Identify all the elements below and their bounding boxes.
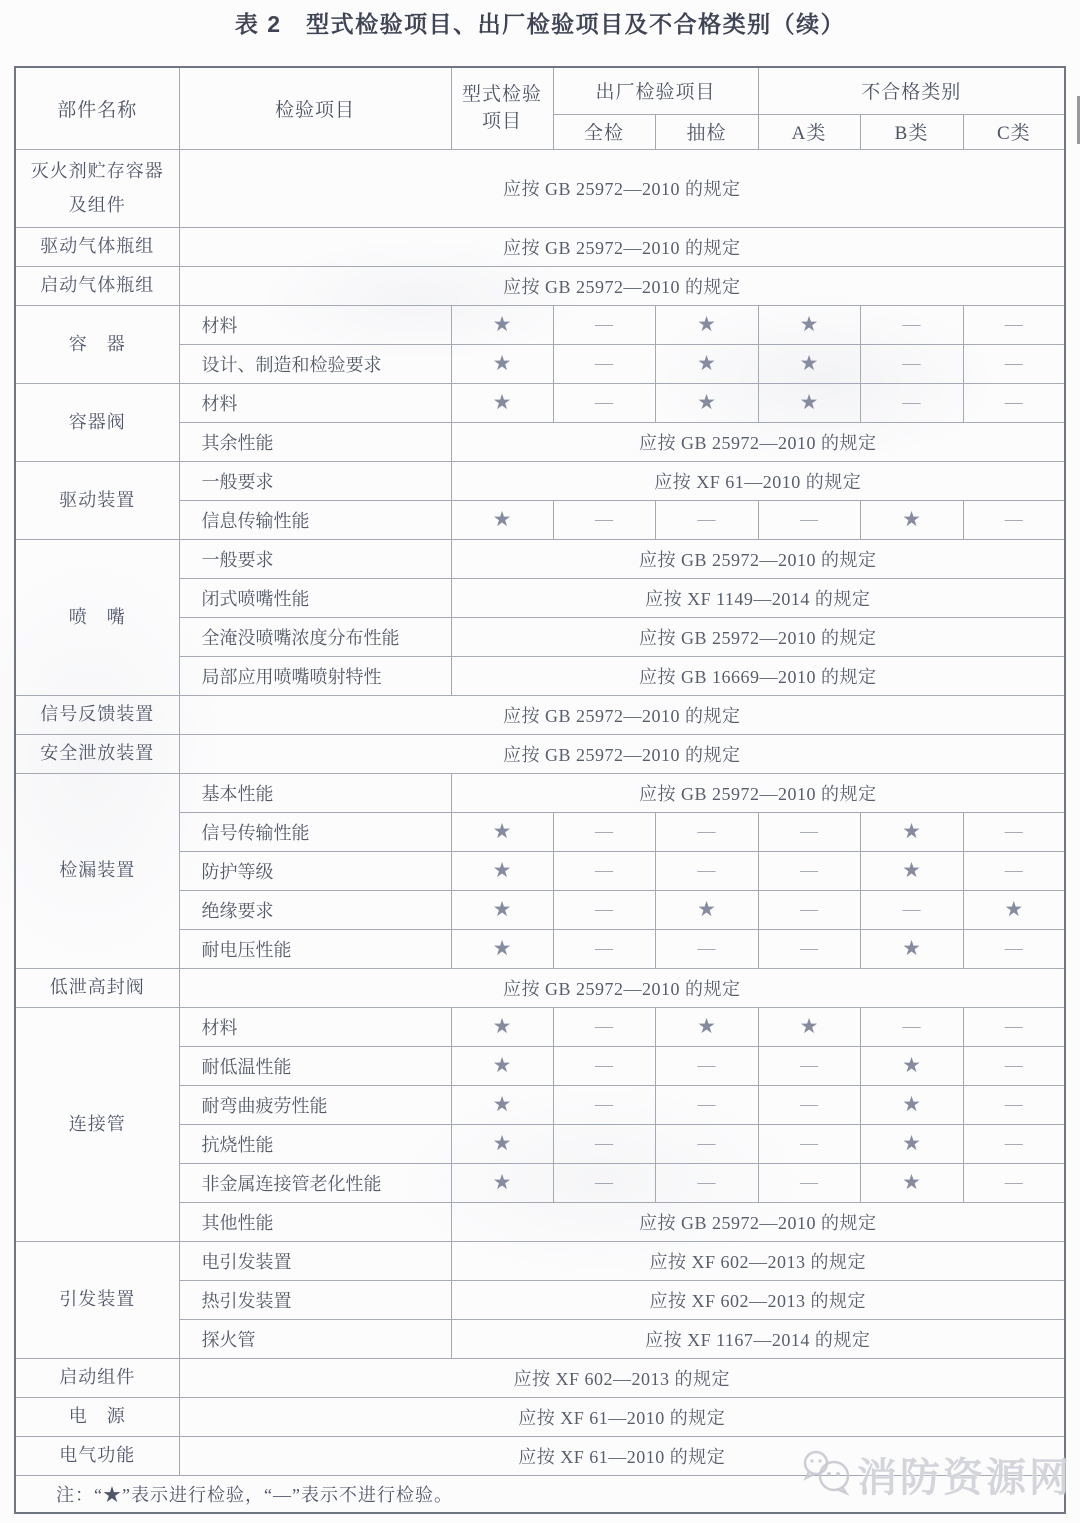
table-row	[15, 539, 1065, 578]
star-mark-cell: ★	[860, 1124, 963, 1163]
star-mark-cell: ★	[451, 1007, 553, 1046]
dash-mark-cell: —	[963, 344, 1065, 383]
dash-mark-cell: —	[553, 890, 655, 929]
star-mark-cell: ★	[451, 929, 553, 968]
dash-mark-cell: —	[655, 929, 758, 968]
inspection-item-cell: 全淹没喷嘴浓度分布性能	[179, 617, 451, 656]
dash-mark-cell: —	[553, 812, 655, 851]
star-mark-cell: ★	[451, 1046, 553, 1085]
component-name-cell: 驱动装置	[15, 461, 179, 539]
table-row	[15, 1007, 1065, 1046]
component-name-cell: 喷 嘴	[15, 539, 179, 695]
star-mark-cell: ★	[451, 890, 553, 929]
dash-mark-cell: —	[963, 1124, 1065, 1163]
spec-reference-cell: 应按 XF 602—2013 的规定	[451, 1280, 1065, 1319]
spec-reference-cell: 应按 XF 1149—2014 的规定	[451, 578, 1065, 617]
component-name-cell: 电 源	[15, 1397, 179, 1436]
inspection-item-cell: 探火管	[179, 1319, 451, 1358]
inspection-item-cell: 耐电压性能	[179, 929, 451, 968]
component-name-cell: 低泄高封阀	[15, 968, 179, 1007]
page-title: 表 2 型式检验项目、出厂检验项目及不合格类别（续）	[234, 11, 846, 37]
table-row	[15, 227, 1065, 266]
star-mark-cell: ★	[963, 890, 1065, 929]
dash-mark-cell: —	[553, 1124, 655, 1163]
inspection-item-cell: 闭式喷嘴性能	[179, 578, 451, 617]
dash-mark-cell: —	[655, 1085, 758, 1124]
dash-mark-cell: —	[963, 383, 1065, 422]
star-mark-cell: ★	[860, 500, 963, 539]
table-row	[15, 383, 1065, 422]
star-mark-cell: ★	[758, 383, 860, 422]
dash-mark-cell: —	[758, 851, 860, 890]
dash-mark-cell: —	[553, 1163, 655, 1202]
dash-mark-cell: —	[963, 305, 1065, 344]
dash-mark-cell: —	[758, 1085, 860, 1124]
header-type-inspection-line2: 项目	[481, 111, 522, 133]
spec-reference-cell: 应按 GB 25972—2010 的规定	[179, 968, 1065, 1007]
component-name-cell: 灭火剂贮存容器 及组件	[15, 149, 179, 227]
dash-mark-cell: —	[860, 344, 963, 383]
header-class-a: A类	[758, 114, 860, 149]
spec-reference-cell: 应按 GB 25972—2010 的规定	[451, 422, 1065, 461]
dash-mark-cell: —	[655, 500, 758, 539]
component-name-cell: 启动组件	[15, 1358, 179, 1397]
inspection-item-cell: 材料	[179, 383, 451, 422]
dash-mark-cell: —	[655, 1124, 758, 1163]
dash-mark-cell: —	[860, 305, 963, 344]
inspection-item-cell: 其余性能	[179, 422, 451, 461]
spec-reference-cell: 应按 GB 25972—2010 的规定	[179, 149, 1065, 227]
star-mark-cell: ★	[655, 890, 758, 929]
table-row	[15, 461, 1065, 500]
star-mark-cell: ★	[451, 1163, 553, 1202]
inspection-item-cell: 其他性能	[179, 1202, 451, 1241]
spec-reference-cell: 应按 XF 1167—2014 的规定	[451, 1319, 1065, 1358]
header-inspection-item: 检验项目	[179, 67, 451, 149]
table-row	[15, 149, 1065, 227]
inspection-item-cell: 抗烧性能	[179, 1124, 451, 1163]
spec-reference-cell: 应按 XF 61—2010 的规定	[451, 461, 1065, 500]
header-factory-inspection: 出厂检验项目	[553, 67, 758, 114]
star-mark-cell: ★	[860, 1085, 963, 1124]
spec-reference-cell: 应按 GB 25972—2010 的规定	[179, 227, 1065, 266]
spec-reference-cell: 应按 GB 25972—2010 的规定	[451, 617, 1065, 656]
star-mark-cell: ★	[758, 305, 860, 344]
component-name-cell: 信号反馈装置	[15, 695, 179, 734]
star-mark-cell: ★	[451, 500, 553, 539]
star-mark-cell: ★	[860, 812, 963, 851]
star-mark-cell: ★	[860, 929, 963, 968]
table-row	[15, 734, 1065, 773]
component-name-cell: 容 器	[15, 305, 179, 383]
table-note: 注：“★”表示进行检验，“—”表示不进行检验。	[15, 1475, 1065, 1513]
dash-mark-cell: —	[963, 1163, 1065, 1202]
dash-mark-cell: —	[758, 500, 860, 539]
star-mark-cell: ★	[655, 1007, 758, 1046]
header-type-inspection-line1: 型式检验	[461, 83, 542, 105]
dash-mark-cell: —	[655, 851, 758, 890]
dash-mark-cell: —	[553, 500, 655, 539]
inspection-item-cell: 信号传输性能	[179, 812, 451, 851]
component-name-cell: 电气功能	[15, 1436, 179, 1475]
dash-mark-cell: —	[758, 890, 860, 929]
star-mark-cell: ★	[451, 851, 553, 890]
spec-reference-cell: 应按 GB 25972—2010 的规定	[179, 695, 1065, 734]
star-mark-cell: ★	[451, 1124, 553, 1163]
watermark-text: 消防资源网	[857, 1456, 1072, 1500]
inspection-items-table	[14, 66, 1066, 1514]
inspection-item-cell: 电引发装置	[179, 1241, 451, 1280]
dash-mark-cell: —	[655, 812, 758, 851]
dash-mark-cell: —	[553, 851, 655, 890]
header-class-b: B类	[860, 114, 963, 149]
header-full-inspection: 全检	[553, 114, 655, 149]
dash-mark-cell: —	[553, 1007, 655, 1046]
header-nonconformity-category: 不合格类别	[758, 67, 1065, 114]
dash-mark-cell: —	[553, 383, 655, 422]
spec-reference-cell: 应按 GB 25972—2010 的规定	[451, 773, 1065, 812]
component-name-cell: 引发装置	[15, 1241, 179, 1358]
dash-mark-cell: —	[758, 1124, 860, 1163]
dash-mark-cell: —	[553, 1046, 655, 1085]
star-mark-cell: ★	[758, 1007, 860, 1046]
table-row	[15, 1241, 1065, 1280]
table-footer	[15, 1475, 1065, 1513]
star-mark-cell: ★	[451, 305, 553, 344]
table-row	[15, 1397, 1065, 1436]
star-mark-cell: ★	[451, 344, 553, 383]
dash-mark-cell: —	[860, 383, 963, 422]
dash-mark-cell: —	[655, 1046, 758, 1085]
inspection-item-cell: 材料	[179, 305, 451, 344]
dash-mark-cell: —	[553, 929, 655, 968]
table-row	[15, 968, 1065, 1007]
dash-mark-cell: —	[655, 1163, 758, 1202]
star-mark-cell: ★	[655, 344, 758, 383]
table-row	[15, 1358, 1065, 1397]
dash-mark-cell: —	[963, 812, 1065, 851]
table-body	[15, 149, 1065, 1475]
dash-mark-cell: —	[758, 929, 860, 968]
spec-reference-cell: 应按 XF 61—2010 的规定	[179, 1397, 1065, 1436]
table-row	[15, 773, 1065, 812]
inspection-item-cell: 基本性能	[179, 773, 451, 812]
dash-mark-cell: —	[963, 851, 1065, 890]
spec-reference-cell: 应按 GB 25972—2010 的规定	[451, 539, 1065, 578]
component-name-cell: 安全泄放装置	[15, 734, 179, 773]
dash-mark-cell: —	[758, 1046, 860, 1085]
star-mark-cell: ★	[758, 344, 860, 383]
header-component-name: 部件名称	[15, 67, 179, 149]
spec-reference-cell: 应按 GB 16669—2010 的规定	[451, 656, 1065, 695]
star-mark-cell: ★	[655, 383, 758, 422]
inspection-item-cell: 局部应用喷嘴喷射特性	[179, 656, 451, 695]
dash-mark-cell: —	[963, 500, 1065, 539]
spec-reference-cell: 应按 XF 61—2010 的规定	[179, 1436, 1065, 1475]
dash-mark-cell: —	[758, 812, 860, 851]
table-row	[15, 305, 1065, 344]
inspection-item-cell: 一般要求	[179, 539, 451, 578]
header-type-inspection	[451, 67, 553, 149]
spec-reference-cell: 应按 GB 25972—2010 的规定	[179, 734, 1065, 773]
table-row	[15, 1436, 1065, 1475]
header-class-c: C类	[963, 114, 1065, 149]
inspection-item-cell: 绝缘要求	[179, 890, 451, 929]
inspection-item-cell: 防护等级	[179, 851, 451, 890]
star-mark-cell: ★	[655, 305, 758, 344]
table-header	[15, 67, 1065, 149]
spec-reference-cell: 应按 XF 602—2013 的规定	[451, 1241, 1065, 1280]
inspection-item-cell: 信息传输性能	[179, 500, 451, 539]
dash-mark-cell: —	[963, 1046, 1065, 1085]
dash-mark-cell: —	[963, 1007, 1065, 1046]
inspection-item-cell: 设计、制造和检验要求	[179, 344, 451, 383]
component-name-cell: 启动气体瓶组	[15, 266, 179, 305]
dash-mark-cell: —	[860, 1007, 963, 1046]
component-name-cell: 驱动气体瓶组	[15, 227, 179, 266]
table-row	[15, 695, 1065, 734]
inspection-item-cell: 耐弯曲疲劳性能	[179, 1085, 451, 1124]
inspection-item-cell: 一般要求	[179, 461, 451, 500]
spec-reference-cell: 应按 GB 25972—2010 的规定	[451, 1202, 1065, 1241]
spec-reference-cell: 应按 XF 602—2013 的规定	[179, 1358, 1065, 1397]
inspection-item-cell: 非金属连接管老化性能	[179, 1163, 451, 1202]
component-name-cell: 检漏装置	[15, 773, 179, 968]
dash-mark-cell: —	[758, 1163, 860, 1202]
star-mark-cell: ★	[860, 1163, 963, 1202]
dash-mark-cell: —	[963, 1085, 1065, 1124]
star-mark-cell: ★	[451, 812, 553, 851]
inspection-item-cell: 材料	[179, 1007, 451, 1046]
spec-reference-cell: 应按 GB 25972—2010 的规定	[179, 266, 1065, 305]
dash-mark-cell: —	[963, 929, 1065, 968]
dash-mark-cell: —	[860, 890, 963, 929]
component-name-cell: 连接管	[15, 1007, 179, 1241]
inspection-item-cell: 热引发装置	[179, 1280, 451, 1319]
dash-mark-cell: —	[553, 1085, 655, 1124]
inspection-item-cell: 耐低温性能	[179, 1046, 451, 1085]
component-name-cell: 容器阀	[15, 383, 179, 461]
table-row	[15, 266, 1065, 305]
star-mark-cell: ★	[451, 383, 553, 422]
star-mark-cell: ★	[451, 1085, 553, 1124]
dash-mark-cell: —	[553, 305, 655, 344]
star-mark-cell: ★	[860, 1046, 963, 1085]
star-mark-cell: ★	[860, 851, 963, 890]
dash-mark-cell: —	[553, 344, 655, 383]
header-sampling-inspection: 抽检	[655, 114, 758, 149]
